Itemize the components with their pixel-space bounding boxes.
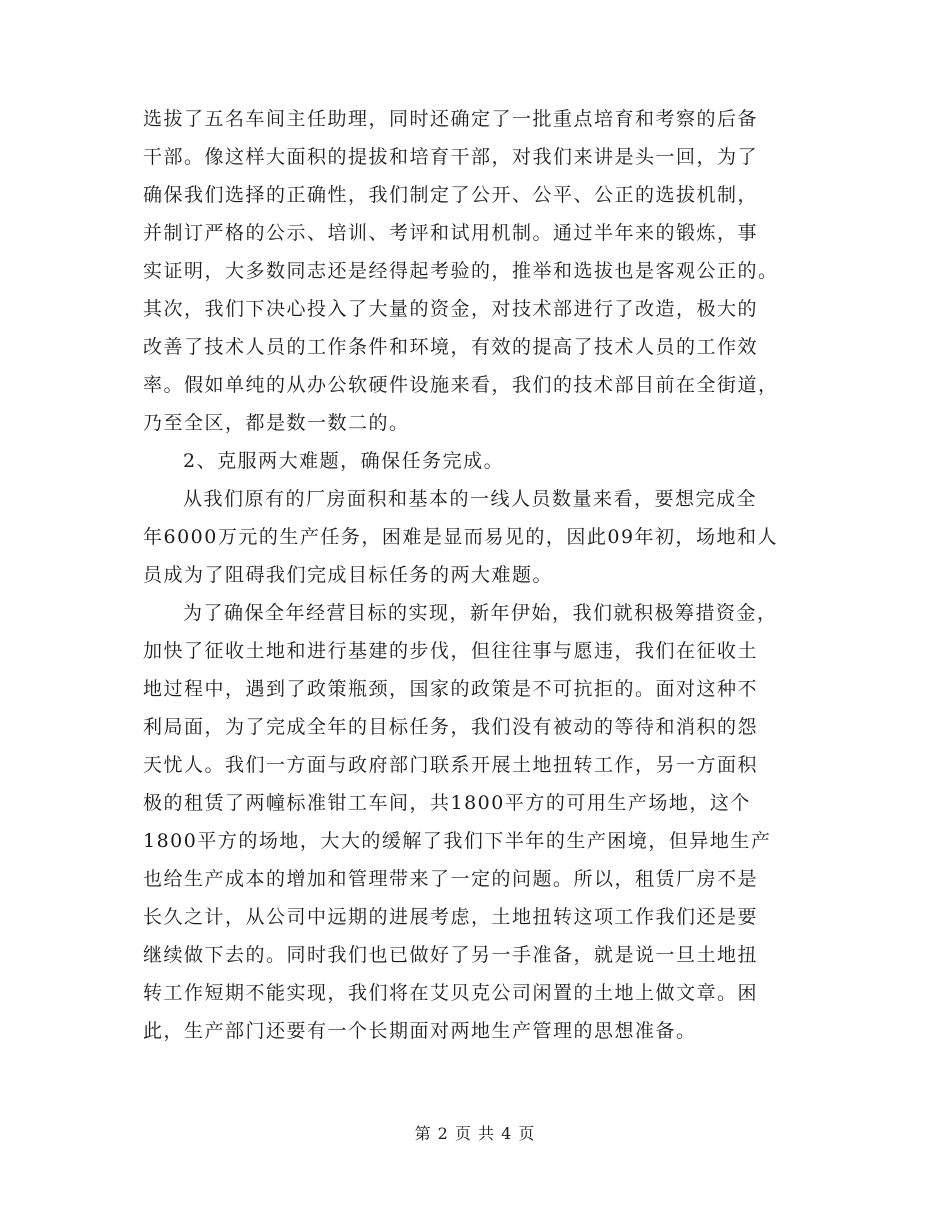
- text-line: 率。假如单纯的从办公软硬件设施来看，我们的技术部目前在全街道，: [143, 374, 779, 396]
- text-line: 1800平方的场地，大大的缓解了我们下半年的生产困境，但异地生产: [143, 830, 772, 852]
- text-line: 年6000万元的生产任务，困难是显而易见的，因此09年初，场地和人: [143, 526, 779, 548]
- text-line: 选拔了五名车间主任助理，同时还确定了一批重点培育和考察的后备: [143, 108, 759, 130]
- text-line: 员成为了阻碍我们完成目标任务的两大难题。: [143, 564, 554, 586]
- text-line: 改善了技术人员的工作条件和环境，有效的提高了技术人员的工作效: [143, 336, 759, 358]
- text-line: 并制订严格的公示、培训、考评和试用机制。通过半年来的锻炼，事: [143, 222, 759, 244]
- text-line: 长久之计，从公司中远期的进展考虑，土地扭转这项工作我们还是要: [143, 906, 759, 928]
- paragraph-3: [143, 594, 823, 1050]
- text-line: 转工作短期不能实现，我们将在艾贝克公司闲置的土地上做文章。困: [143, 982, 759, 1004]
- text-line: 地过程中，遇到了政策瓶颈，国家的政策是不可抗拒的。面对这种不: [143, 678, 759, 700]
- heading-line: 2、克服两大难题，确保任务完成。: [183, 450, 505, 472]
- text-line: 此，生产部门还要有一个长期面对两地生产管理的思想准备。: [143, 1020, 697, 1042]
- text-line: 也给生产成本的增加和管理带来了一定的问题。所以，租赁厂房不是: [143, 868, 759, 890]
- text-line: 天忧人。我们一方面与政府部门联系开展土地扭转工作，另一方面积: [143, 754, 759, 776]
- text-line: 实证明，大多数同志还是经得起考验的，推举和选拔也是客观公正的。: [143, 260, 779, 282]
- page-number-footer: 第 2 页 共 4 页: [414, 1124, 536, 1143]
- text-line: 干部。像这样大面积的提拔和培育干部，对我们来讲是头一回，为了: [143, 146, 759, 168]
- paragraph-2: [143, 480, 823, 594]
- text-line: 从我们原有的厂房面积和基本的一线人员数量来看，要想完成全: [183, 488, 758, 510]
- body-text: [143, 100, 823, 1050]
- text-line: 极的租赁了两幢标准钳工车间，共1800平方的可用生产场地，这个: [143, 792, 751, 814]
- section-heading: [143, 442, 823, 480]
- paragraph-1: [143, 100, 823, 442]
- text-line: 确保我们选择的正确性，我们制定了公开、公平、公正的选拔机制，: [143, 184, 759, 206]
- text-line: 加快了征收土地和进行基建的步伐，但往往事与愿违，我们在征收土: [143, 640, 759, 662]
- text-line: 为了确保全年经营目标的实现，新年伊始，我们就积极筹措资金，: [183, 602, 778, 624]
- text-line: 乃至全区，都是数一数二的。: [143, 412, 410, 434]
- text-line: 继续做下去的。同时我们也已做好了另一手准备，就是说一旦土地扭: [143, 944, 759, 966]
- text-line: 利局面，为了完成全年的目标任务，我们没有被动的等待和消积的怨: [143, 716, 759, 738]
- text-line: 其次，我们下决心投入了大量的资金，对技术部进行了改造，极大的: [143, 298, 759, 320]
